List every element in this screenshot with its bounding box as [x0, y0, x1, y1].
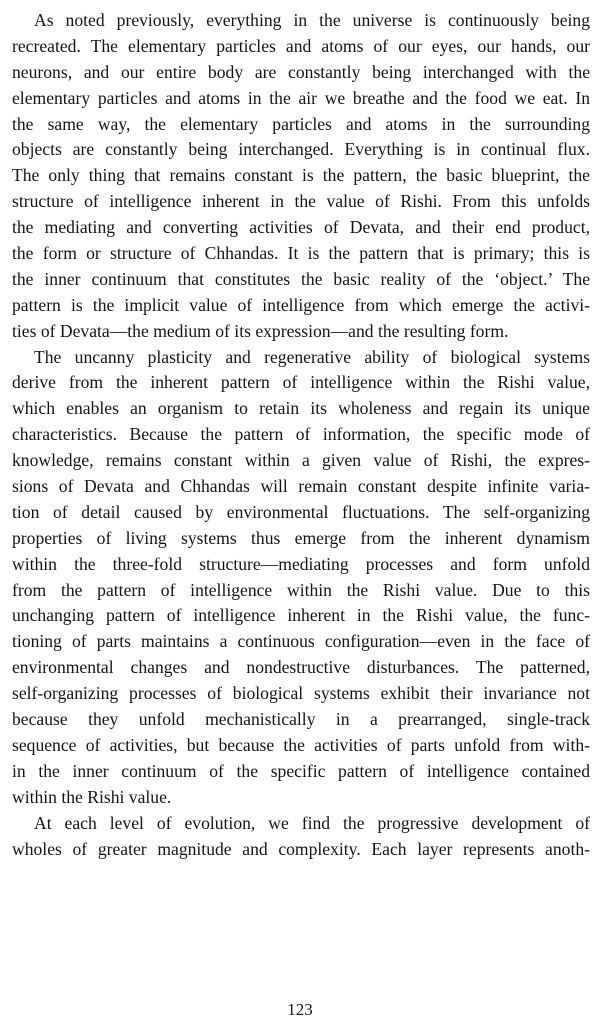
text-line: the same way, the elementary particles and atoms in the surrounding [12, 113, 590, 134]
text-line: recreated. The elementary particles and atoms of our eyes, our hands, our [12, 35, 590, 56]
text-line: self-organizing processes of biological systems exhibit their invariance not [12, 683, 590, 704]
text-line: knowledge, remains constant within a given value of Rishi, the expres- [12, 450, 590, 471]
text-line: which enables an organism to retain its wholeness and regain its unique [12, 398, 590, 419]
text-line: objects are constantly being interchanged. Everything is in continual flux. [12, 139, 590, 160]
text-line: structure of intelligence inherent in the value of Rishi. From this unfolds [12, 191, 590, 212]
text-line: tioning of parts maintains a continuous configuration—even in the face of [12, 631, 590, 652]
text-line: sions of Devata and Chhandas will remain constant despite infinite varia- [12, 476, 590, 497]
page-body [12, 8, 590, 862]
text-line: pattern is the implicit value of intelligence from which emerge the activi- [12, 294, 590, 315]
text-line: tion of detail caused by environmental fluctuations. The self-organizing [12, 501, 590, 522]
text-line: from the pattern of intelligence within the Rishi value. Due to this [12, 579, 590, 600]
paragraph-2 [12, 345, 590, 811]
page-number: 123 [287, 1000, 313, 1019]
text-line: characteristics. Because the pattern of information, the specific mode of [12, 424, 590, 445]
text-line: in the inner continuum of the specific pattern of intelligence contained [12, 760, 590, 781]
text-line: unchanging pattern of intelligence inherent in the Rishi value, the func- [12, 605, 590, 626]
text-line: the mediating and converting activities of Devata, and their end product, [12, 217, 590, 238]
text-line: At each level of evolution, we find the progressive development of [34, 812, 590, 833]
text-line: neurons, and our entire body are constantly being interchanged with the [12, 61, 590, 82]
text-line: derive from the inherent pattern of intelligence within the Rishi value, [12, 372, 590, 393]
text-line: within the three-fold structure—mediating processes and form unfold [12, 553, 590, 574]
text-line: The only thing that remains constant is the pattern, the basic blueprint, the [12, 165, 590, 186]
text-line: properties of living systems thus emerge from the inherent dynamism [12, 527, 590, 548]
text-line: elementary particles and atoms in the air we breathe and the food we eat. In [12, 87, 590, 108]
text-line: within the Rishi value. [12, 786, 172, 807]
paragraph-1 [12, 8, 590, 345]
text-line: As noted previously, everything in the universe is continuously being [34, 10, 590, 30]
text-line: environmental changes and nondestructive disturbances. The patterned, [12, 657, 590, 678]
text-line: the form or structure of Chhandas. It is the pattern that is primary; this is [12, 243, 590, 264]
text-line: ties of Devata—the medium of its expression—and the resulting form. [12, 320, 509, 341]
text-line: because they unfold mechanistically in a prearranged, single-track [12, 709, 590, 730]
text-line: The uncanny plasticity and regenerative ability of biological systems [34, 346, 590, 367]
text-line: sequence of activities, but because the activities of parts unfold from with- [12, 734, 590, 755]
paragraph-3 [12, 811, 590, 863]
text-line: wholes of greater magnitude and complexity. Each layer represents anoth- [12, 838, 590, 859]
text-line: the inner continuum that constitutes the basic reality of the ‘object.’ The [12, 268, 590, 289]
